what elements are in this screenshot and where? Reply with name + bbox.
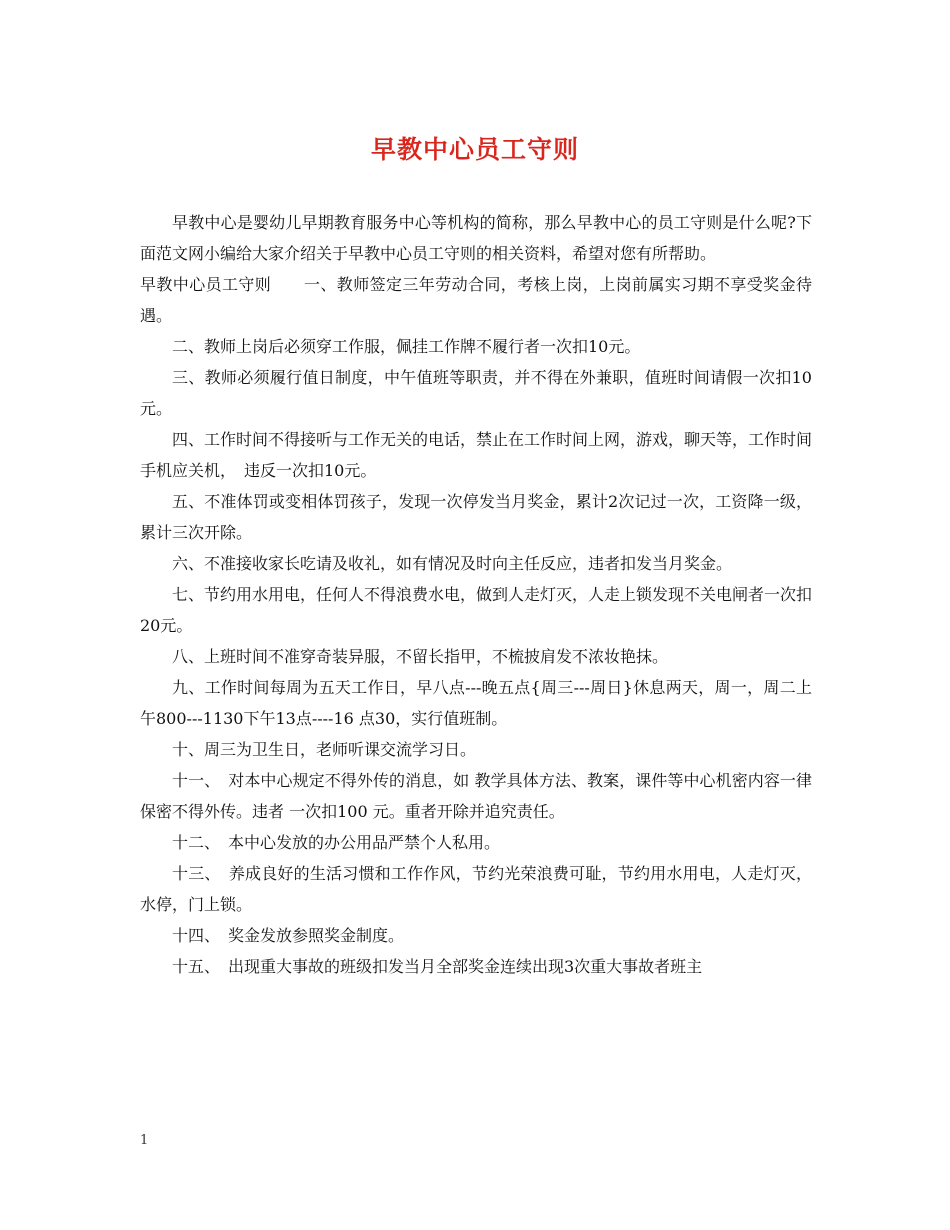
rule-paragraph-6: 六、不准接收家长吃请及收礼，如有情况及时向主任反应，违者扣发当月奖金。 [172,554,733,573]
rule-paragraph-5: 五、不准体罚或变相体罚孩子，发现一次停发当月奖金，累计2次记过一次，工资降一级，累计三次开除。 [140,492,812,542]
rule-paragraph-15: 十五、 出现重大事故的班级扣发当月全部奖金连续出现3次重大事故者班主 [172,957,703,976]
rule-paragraph-14: 十四、 奖金发放参照奖金制度。 [172,926,405,945]
document-body [140,207,812,982]
rule-paragraph-9: 九、工作时间每周为五天工作日，早八点---晚五点{周三---周日}休息两天，周一，周二上午800---1130下午13点----16 点30，实行值班制。 [140,678,812,728]
document-title: 早教中心员工守则 [370,135,579,164]
rule-paragraph-3: 三、教师必须履行值日制度，中午值班等职责，并不得在外兼职，值班时间请假一次扣10元。 [140,368,812,418]
rule-paragraph-4: 四、工作时间不得接听与工作无关的电话，禁止在工作时间上网，游戏，聊天等，工作时间手机应关机， 违反一次扣10元。 [140,430,813,480]
rule-paragraph-1: 早教中心员工守则 一、教师签定三年劳动合同，考核上岗，上岗前属实习期不享受奖金待遇。 [140,275,812,325]
rule-paragraph-2: 二、教师上岗后必须穿工作服，佩挂工作牌不履行者一次扣10元。 [172,337,641,356]
rule-paragraph-10: 十、周三为卫生日，老师听课交流学习日。 [172,740,477,759]
page-number: 1 [140,1133,149,1148]
rule-paragraph-7: 七、节约用水用电，任何人不得浪费水电，做到人走灯灭，人走上锁发现不关电闸者一次扣20元。 [140,585,813,635]
rule-paragraph-13: 十三、 养成良好的生活习惯和工作作风，节约光荣浪费可耻，节约用水用电，人走灯灭，水停，门上锁。 [140,864,812,914]
rule-paragraph-8: 八、上班时间不准穿奇装异服，不留长指甲，不梳披肩发不浓妆艳抹。 [172,647,669,666]
rule-paragraph-11: 十一、 对本中心规定不得外传的消息，如 教学具体方法、教案，课件等中心机密内容一律保密不得外传。违者 一次扣100 元。重者开除并追究责任。 [140,771,812,821]
intro-paragraph: 早教中心是婴幼儿早期教育服务中心等机构的简称，那么早教中心的员工守则是什么呢?下面范文网小编给大家介绍关于早教中心员工守则的相关资料，希望对您有所帮助。 [140,213,812,263]
rule-paragraph-12: 十二、 本中心发放的办公用品严禁个人私用。 [172,833,501,852]
